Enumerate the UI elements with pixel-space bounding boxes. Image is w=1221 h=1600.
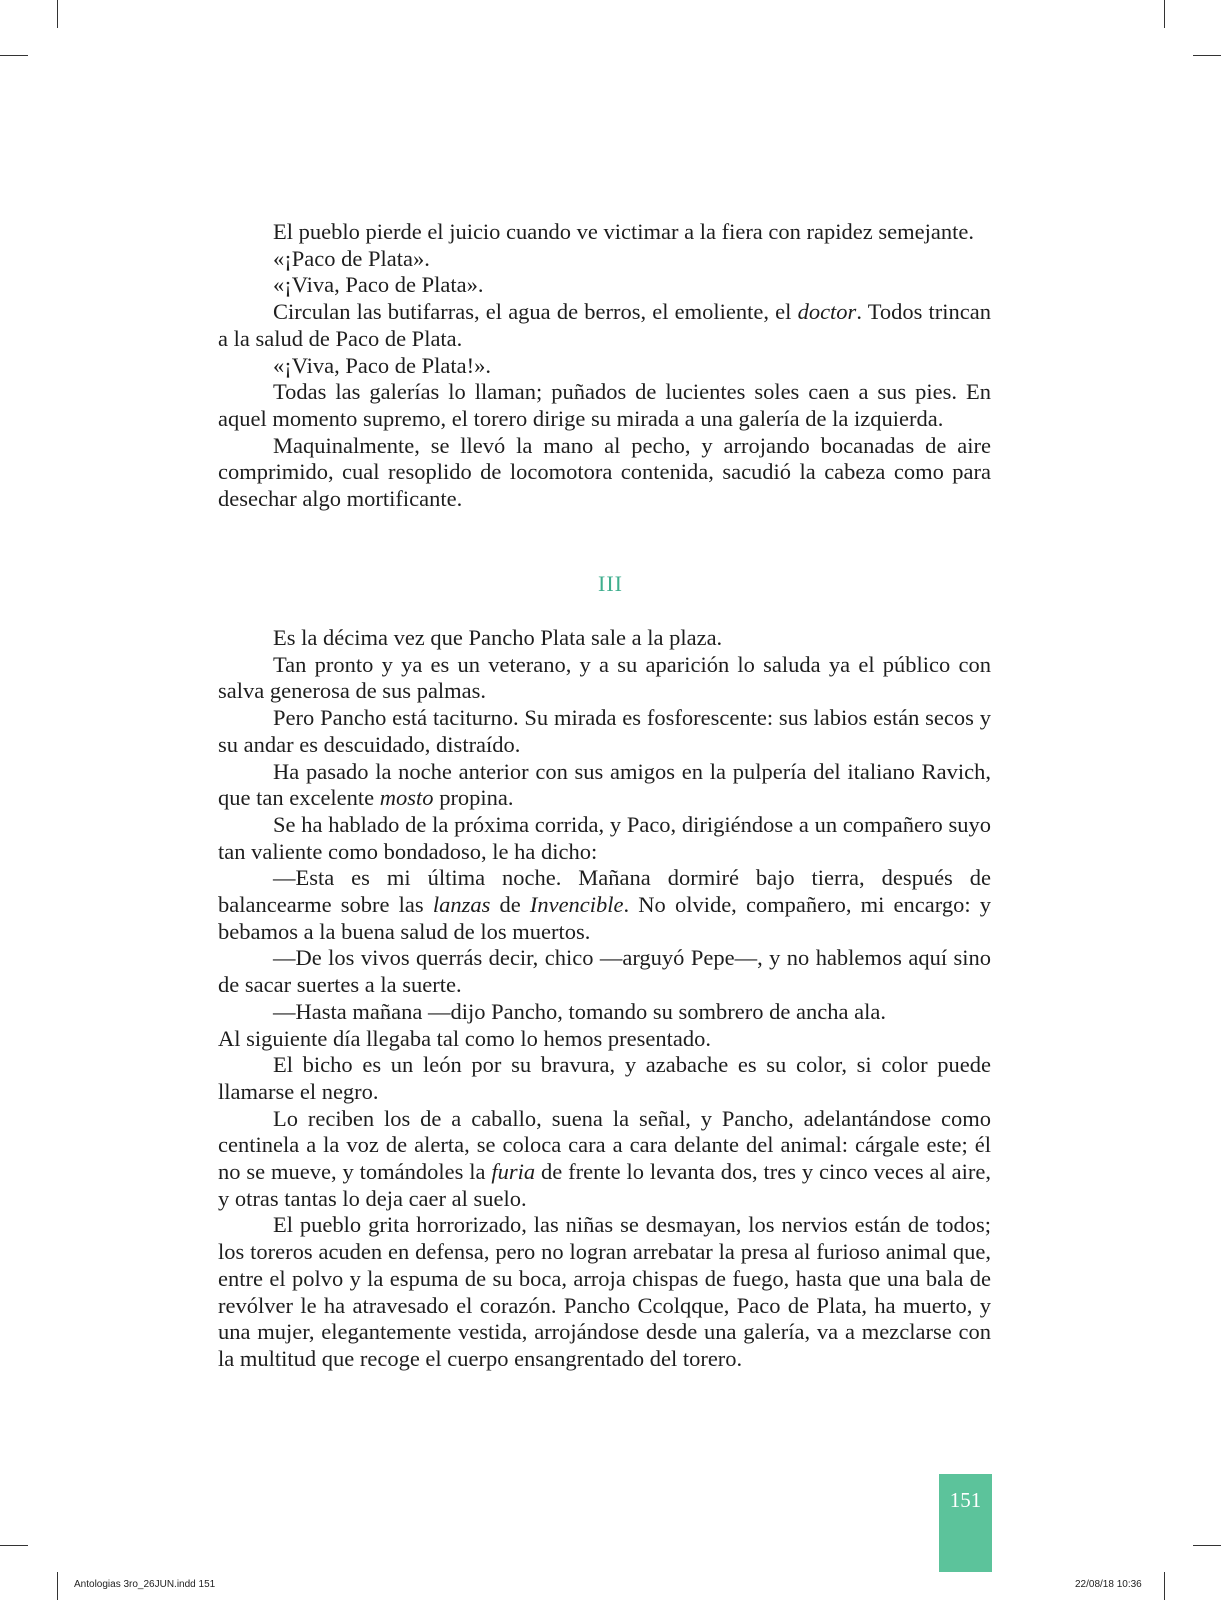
paragraph [218,759,991,812]
crop-mark-top-right-v [1164,0,1165,28]
text-run: de [490,892,530,918]
text-run: —Esta es mi última noche. Mañana dormiré bajo tierra, después de balancearme sobre las [218,865,991,918]
text-run: de frente lo levanta dos, tres y cinco veces al aire, y otras tantas lo deja caer al suelo. [218,1159,991,1211]
paragraph: Todas las galerías lo llaman; puñados de lucientes soles caen a sus pies. En aquel momento supremo, el torero dirige su mirada a una galería de la izquierda. [218,379,991,431]
paragraph [218,865,991,945]
paragraph: «¡Viva, Paco de Plata!». [273,352,491,378]
paragraph: Al siguiente día llegaba tal como lo hemos presentado. [218,1025,711,1051]
paragraph: Maquinalmente, se llevó la mano al pecho, y arrojando bocanadas de aire comprimido, cual resoplido de locomotora contenida, sacudió la cabeza como para desechar algo mortificante. [218,432,991,512]
page-number: 151 [949,1488,982,1512]
paragraph: —De los vivos querrás decir, chico —arguyó Pepe—, y no hablemos aquí sino de sacar suertes a la suerte. [218,945,991,998]
paragraph: El pueblo grita horrorizado, las niñas se desmayan, los nervios están de todos; los toreros acuden en defensa, pero no logran arrebatar la presa al furioso animal que, entre el polvo y la espuma de su boca, arroja chispas de fuego, hasta que una bala de revólver le ha atravesado el corazón. Pancho Ccolqque, Paco de Plata, ha muerto, y una mujer, elegantemente vestida, arrojándose desde una galería, va a mezclarse con la multitud que recoge el cuerpo ensangrentado del torero. [218,1212,991,1371]
paragraph [218,1106,991,1213]
paragraph: Se ha hablado de la próxima corrida, y Paco, dirigiéndose a un compañero suyo tan valiente como bondadoso, le ha dicho: [218,811,991,864]
crop-mark-top-left-h [0,55,28,56]
italic-term: doctor [797,299,857,325]
italic-term: Invencible [529,892,624,918]
slug-file: Antologias 3ro_26JUN.indd 151 [74,1579,216,1590]
paragraph: Pero Pancho está taciturno. Su mirada es fosforescente: sus labios están secos y su andar es descuidado, distraído. [218,705,991,757]
section-heading: III [598,571,623,596]
italic-term: lanzas [432,892,491,918]
crop-mark-bottom-right-h [1193,1545,1221,1546]
crop-mark-bottom-left-h [0,1545,28,1546]
slug-date: 22/08/18 10:36 [1075,1579,1142,1590]
text-run: Circulan las butifarras, el agua de berros, el emoliente, el [273,299,798,325]
paragraph: El pueblo pierde el juicio cuando ve victimar a la fiera con rapidez semejante. [273,219,974,244]
paragraph: El bicho es un león por su bravura, y azabache es su color, si color puede llamarse el negro. [218,1052,991,1104]
paragraph: «¡Viva, Paco de Plata». [273,272,484,298]
crop-mark-top-right-h [1193,55,1221,56]
crop-mark-bottom-right-v [1164,1572,1165,1600]
crop-mark-bottom-left-v [57,1572,58,1600]
paragraph: —Hasta mañana —dijo Pancho, tomando su sombrero de ancha ala. [273,998,886,1024]
section-two-text [218,625,991,1373]
paragraph: Tan pronto y ya es un veterano, y a su aparición lo saluda ya el público con salva generosa de sus palmas. [218,651,991,704]
paragraph: Es la décima vez que Pancho Plata sale a la plaza. [273,625,723,650]
paragraph: «¡Paco de Plata». [273,245,430,271]
italic-term: furia [491,1159,536,1185]
section-one-text [218,219,991,513]
text-run: Ha pasado la noche anterior con sus amigos en la pulpería del italiano Ravich, que tan excelente [218,758,991,811]
italic-term: mosto [379,785,434,811]
text-run: . Todos trincan a la salud de Paco de Plata. [218,299,992,351]
text-run: . No olvide, compañero, mi encargo: y bebamos a la buena salud de los muertos. [218,892,991,944]
text-run: propina. [433,785,514,811]
text-run: Lo reciben los de a caballo, suena la señal, y Pancho, adelantándose como centinela a la voz de alerta, se coloca cara a cara delante del animal: cárgale este; él no se mueve, y tomándoles la [218,1105,991,1185]
paragraph [218,299,991,352]
crop-mark-top-left-v [57,0,58,28]
page-number-tab [939,1474,992,1572]
